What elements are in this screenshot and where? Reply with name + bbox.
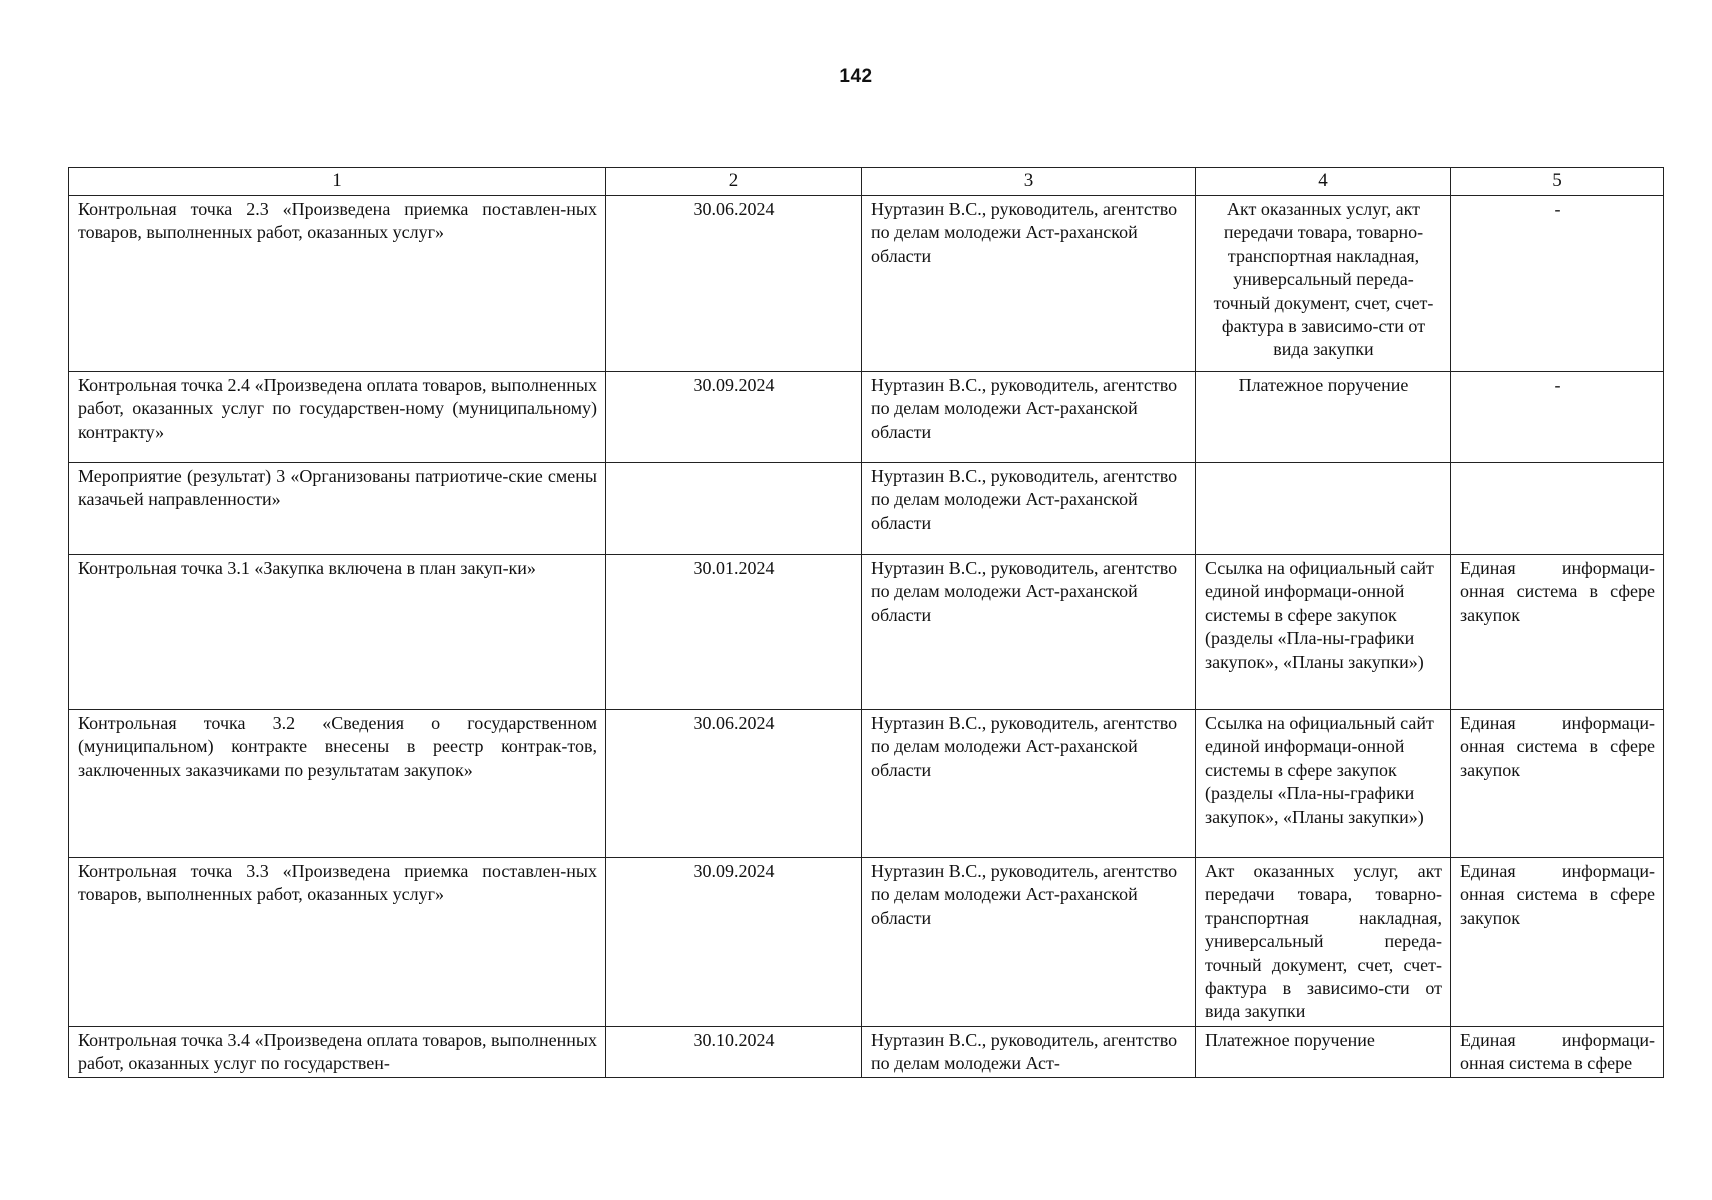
deadline-cell: 30.06.2024 — [606, 196, 862, 372]
document-cell: Акт оказанных услуг, акт передачи товара, товарно-транспортная накладная, универсальный переда-точный документ, счет, счет-фактура в зависимо-сти от вида закупки — [1196, 196, 1451, 372]
table-row — [69, 463, 1664, 555]
column-header-3: 3 — [862, 168, 1196, 196]
table-row — [69, 1026, 1664, 1077]
responsible-cell: Нуртазин В.С., руководитель, агентство по делам молодежи Аст-раханской области — [862, 463, 1196, 555]
info-system-cell: - — [1451, 196, 1664, 372]
responsible-cell: Нуртазин В.С., руководитель, агентство по делам молодежи Аст-раханской области — [862, 372, 1196, 463]
deadline-cell-text: 30.10.2024 — [693, 1029, 775, 1050]
document-cell: Акт оказанных услуг, акт передачи товара, товарно-транспортная накладная, универсальный переда-точный документ, счет, счет-фактура в зависимо-сти от вида закупки — [1196, 858, 1451, 1027]
page-number: 142 — [839, 66, 873, 87]
deadline-cell: 30.01.2024 — [606, 555, 862, 710]
info-system-cell: - — [1451, 372, 1664, 463]
table-row — [69, 196, 1664, 372]
table-row — [69, 710, 1664, 858]
document-cell — [1196, 463, 1451, 555]
column-header-2: 2 — [606, 168, 862, 196]
info-system-cell: Единая информаци-онная система в сфере закупок — [1451, 858, 1664, 1027]
responsible-cell: Нуртазин В.С., руководитель, агентство по делам молодежи Аст-раханской области — [862, 858, 1196, 1027]
event-cell — [69, 1026, 606, 1077]
responsible-cell-text: Нуртазин В.С., руководитель, агентство по делам молодежи Аст- — [871, 1029, 1178, 1074]
control-points-table — [68, 167, 1664, 1078]
responsible-cell — [862, 1026, 1196, 1077]
event-cell-text: Контрольная точка 3.4 «Произведена оплата товаров, выполненных работ, оказанных услуг по государствен- — [78, 1029, 597, 1074]
table-row — [69, 858, 1664, 1027]
event-cell: Мероприятие (результат) 3 «Организованы патриотиче-ские смены казачьей направленности» — [69, 463, 606, 555]
responsible-cell: Нуртазин В.С., руководитель, агентство по делам молодежи Аст-раханской области — [862, 196, 1196, 372]
responsible-cell: Нуртазин В.С., руководитель, агентство по делам молодежи Аст-раханской области — [862, 555, 1196, 710]
document-cell: Ссылка на официальный сайт единой информаци-онной системы в сфере закупок (разделы «Пла-ны-графики закупок», «Планы закупки») — [1196, 555, 1451, 710]
info-system-cell: Единая информаци-онная система в сфере закупок — [1451, 710, 1664, 858]
event-cell: Контрольная точка 2.4 «Произведена оплата товаров, выполненных работ, оказанных услуг по государствен-ному (муниципальному) контракту» — [69, 372, 606, 463]
deadline-cell: 30.09.2024 — [606, 858, 862, 1027]
table-header-row — [69, 168, 1664, 196]
deadline-cell: 30.09.2024 — [606, 372, 862, 463]
deadline-cell — [606, 463, 862, 555]
event-cell: Контрольная точка 2.3 «Произведена приемка поставлен-ных товаров, выполненных работ, оказанных услуг» — [69, 196, 606, 372]
document-cell: Ссылка на официальный сайт единой информаци-онной системы в сфере закупок (разделы «Пла-ны-графики закупок», «Планы закупки») — [1196, 710, 1451, 858]
responsible-cell: Нуртазин В.С., руководитель, агентство по делам молодежи Аст-раханской области — [862, 710, 1196, 858]
table-row — [69, 372, 1664, 463]
document-cell: Платежное поручение — [1196, 372, 1451, 463]
info-system-cell — [1451, 1026, 1664, 1077]
event-cell: Контрольная точка 3.2 «Сведения о государственном (муниципальном) контракте внесены в реестр контрак-тов, заключенных заказчиками по результатам закупок» — [69, 710, 606, 858]
document-cell-text: Платежное поручение — [1205, 1029, 1375, 1050]
table-row — [69, 555, 1664, 710]
info-system-cell: Единая информаци-онная система в сфере закупок — [1451, 555, 1664, 710]
column-header-5: 5 — [1451, 168, 1664, 196]
info-system-cell-text: Единая информаци-онная система в сфере — [1460, 1029, 1655, 1074]
event-cell: Контрольная точка 3.1 «Закупка включена в план закуп-ки» — [69, 555, 606, 710]
column-header-1: 1 — [69, 168, 606, 196]
info-system-cell — [1451, 463, 1664, 555]
document-cell — [1196, 1026, 1451, 1077]
event-cell: Контрольная точка 3.3 «Произведена приемка поставлен-ных товаров, выполненных работ, оказанных услуг» — [69, 858, 606, 1027]
deadline-cell: 30.06.2024 — [606, 710, 862, 858]
deadline-cell — [606, 1026, 862, 1077]
column-header-4: 4 — [1196, 168, 1451, 196]
